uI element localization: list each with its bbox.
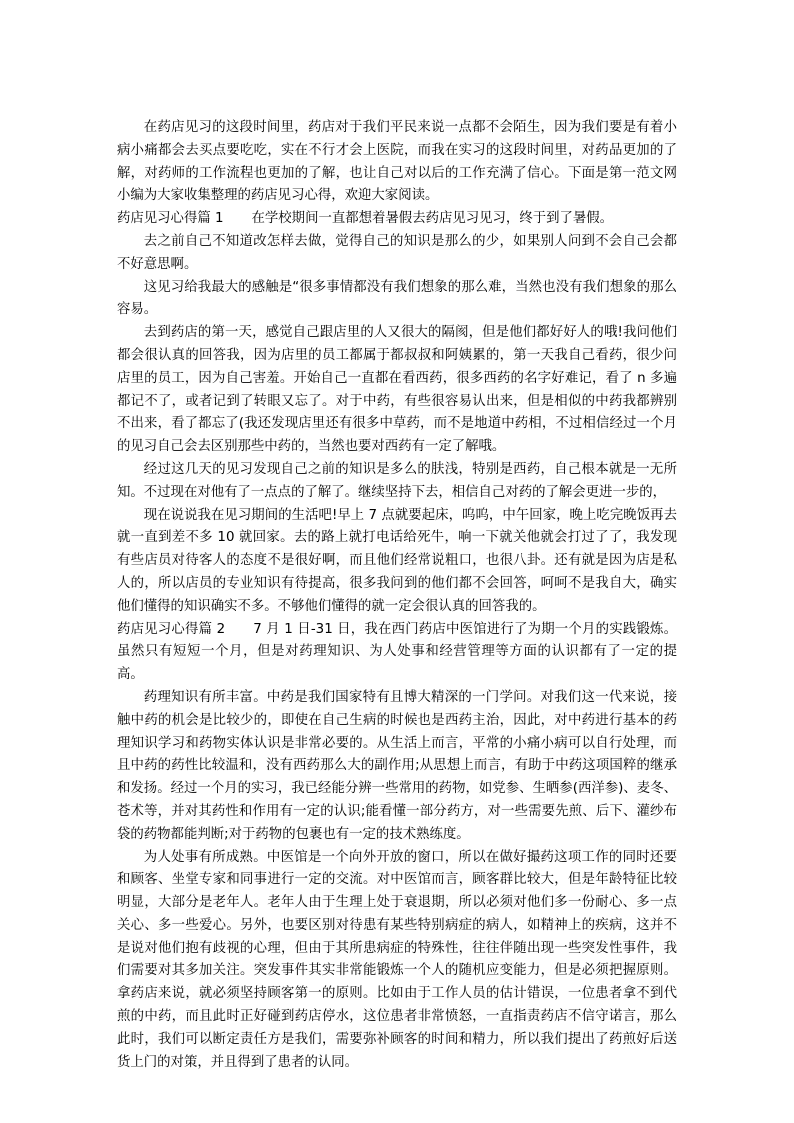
intro-paragraph: 在药店见习的这段时间里，药店对于我们平民来说一点都不会陌生，因为我们要是有着小病小痛都会去买点要吃吃，实在不行才会上医院，而我在实习的这段时间里，对药品更加的了解，对药师的工作流程也更加的了解，也让自己对以后的工作充满了信心。下面是第一范文网小编为大家收集整理的药店见习心得，欢迎大家阅读。 — [117, 120, 677, 204]
section2-title: 药店见习心得篇 2 — [117, 621, 226, 637]
section1-heading-line — [117, 208, 677, 231]
document-body — [117, 117, 677, 1074]
section2-heading-line — [117, 619, 677, 687]
section1-first-line: 在学校期间一直都想着暑假去药店见习见习，终于到了暑假。 — [251, 211, 614, 227]
section2-paragraph: 药理知识有所丰富。中药是我们国家特有且博大精深的一门学问。对我们这一代来说，接触中药的机会是比较少的，即使在自己生病的时候也是西药主治，因此，对中药进行基本的药理知识学习和药物实体认识是非常必要的。从生活上而言，平常的小痛小病可以自行处理，而且中药的药性比较温和，没有西药那么大的副作用;从思想上而言，有助于中药这项国粹的继承和发扬。经过一个月的实习，我已经能分辨一些常用的药物，如党参、生晒参(西洋参)、麦冬、苍术等，并对其药性和作用有一定的认识;能看懂一部分药方，对一些需要先煎、后下、灌纱布袋的药物都能判断;对于药物的包裹也有一定的技术熟练度。 — [117, 689, 677, 842]
section1-paragraph: 这见习给我最大的感触是“很多事情都没有我们想象的那么难，当然也没有我们想象的那么容易。 — [117, 279, 677, 318]
section1-paragraph: 现在说说我在见习期间的生活吧!早上 7 点就要起床，呜呜，中午回家，晚上吃完晚饭再去就一直到差不多 10 就回家。去的路上就打电话给死牛，响一下就关他就会打过了了，我发现有些店员对待客人的态度不是很好啊，而且他们经常说粗口，也很八卦。还有就是因为店是私人的，所以店员的专业知识有待提高，很多我问到的他们都不会回答，呵呵不是我自大，确实他们懂得的知识确实不多。不够他们懂得的就一定会很认真的回答我的。 — [117, 507, 677, 614]
section1-paragraph: 经过这几天的见习发现自己之前的知识是多么的肤浅，特别是西药，自己根本就是一无所知。不过现在对他有了一点点的了解了。继续坚持下去，相信自己对药的了解会更进一步的， — [117, 461, 677, 500]
section1-paragraph: 去到药店的第一天，感觉自己跟店里的人又很大的隔阂，但是他们都好好人的哦!我问他们都会很认真的回答我，因为店里的员工都属于都叔叔和阿姨累的，第一天我自己看药，很少问店里的员工，因为自己害羞。开始自己一直都在看西药，很多西药的名字好难记，看了 n 多遍都记不了，或者记到了转眼又忘了。对于中药，有些很容易认出来，但是相似的中药我都辨别不出来，看了都忘了(我还发现店里还有很多中草药，而不是地道中药相，不过相信经过一个月的见习自己会去区别那些中药的，当然也要对西药有一定了解哦。 — [117, 325, 677, 455]
section2-paragraph: 为人处事有所成熟。中医馆是一个向外开放的窗口，所以在做好撮药这项工作的同时还要和顾客、坐堂专家和同事进行一定的交流。对中医馆而言，顾客群比较大，但是年龄特征比较明显，大部分是老年人。老年人由于生理上处于衰退期，所以必须对他们多一份耐心、多一点关心、多一些爱心。另外，也要区别对待患有某些特别病症的病人，如精神上的疾病，这并不是说对他们抱有歧视的心理，但由于其所患病症的特殊性，往往伴随出现一些突发性事件，我们需要对其多加关注。突发事件其实非常能锻炼一个人的随机应变能力，但是必须把握原则。拿药店来说，就必须坚持顾客第一的原则。比如由于工作人员的估计错误，一位患者拿不到代煎的中药，而且此时正好碰到药店停水，这位患者非常愤怒，一直指责药店不信守诺言，那么此时，我们可以断定责任方是我们，需要弥补顾客的时间和精力，所以我们提出了药煎好后送货上门的对策，并且得到了患者的认同。 — [117, 849, 677, 1070]
section1-paragraph: 去之前自己不知道改怎样去做，觉得自己的知识是那么的少，如果别人问到不会自己会都不好意思啊。 — [117, 233, 677, 272]
section1-title: 药店见习心得篇 1 — [117, 211, 224, 227]
section2-first-line: 7 月 1 日-31 日，我在西门药店中医馆进行了为期一个月的实践锻炼。虽然只有短短一个月，但是对药理知识、为人处事和经营管理等方面的认识都有了一定的提高。 — [117, 621, 677, 683]
